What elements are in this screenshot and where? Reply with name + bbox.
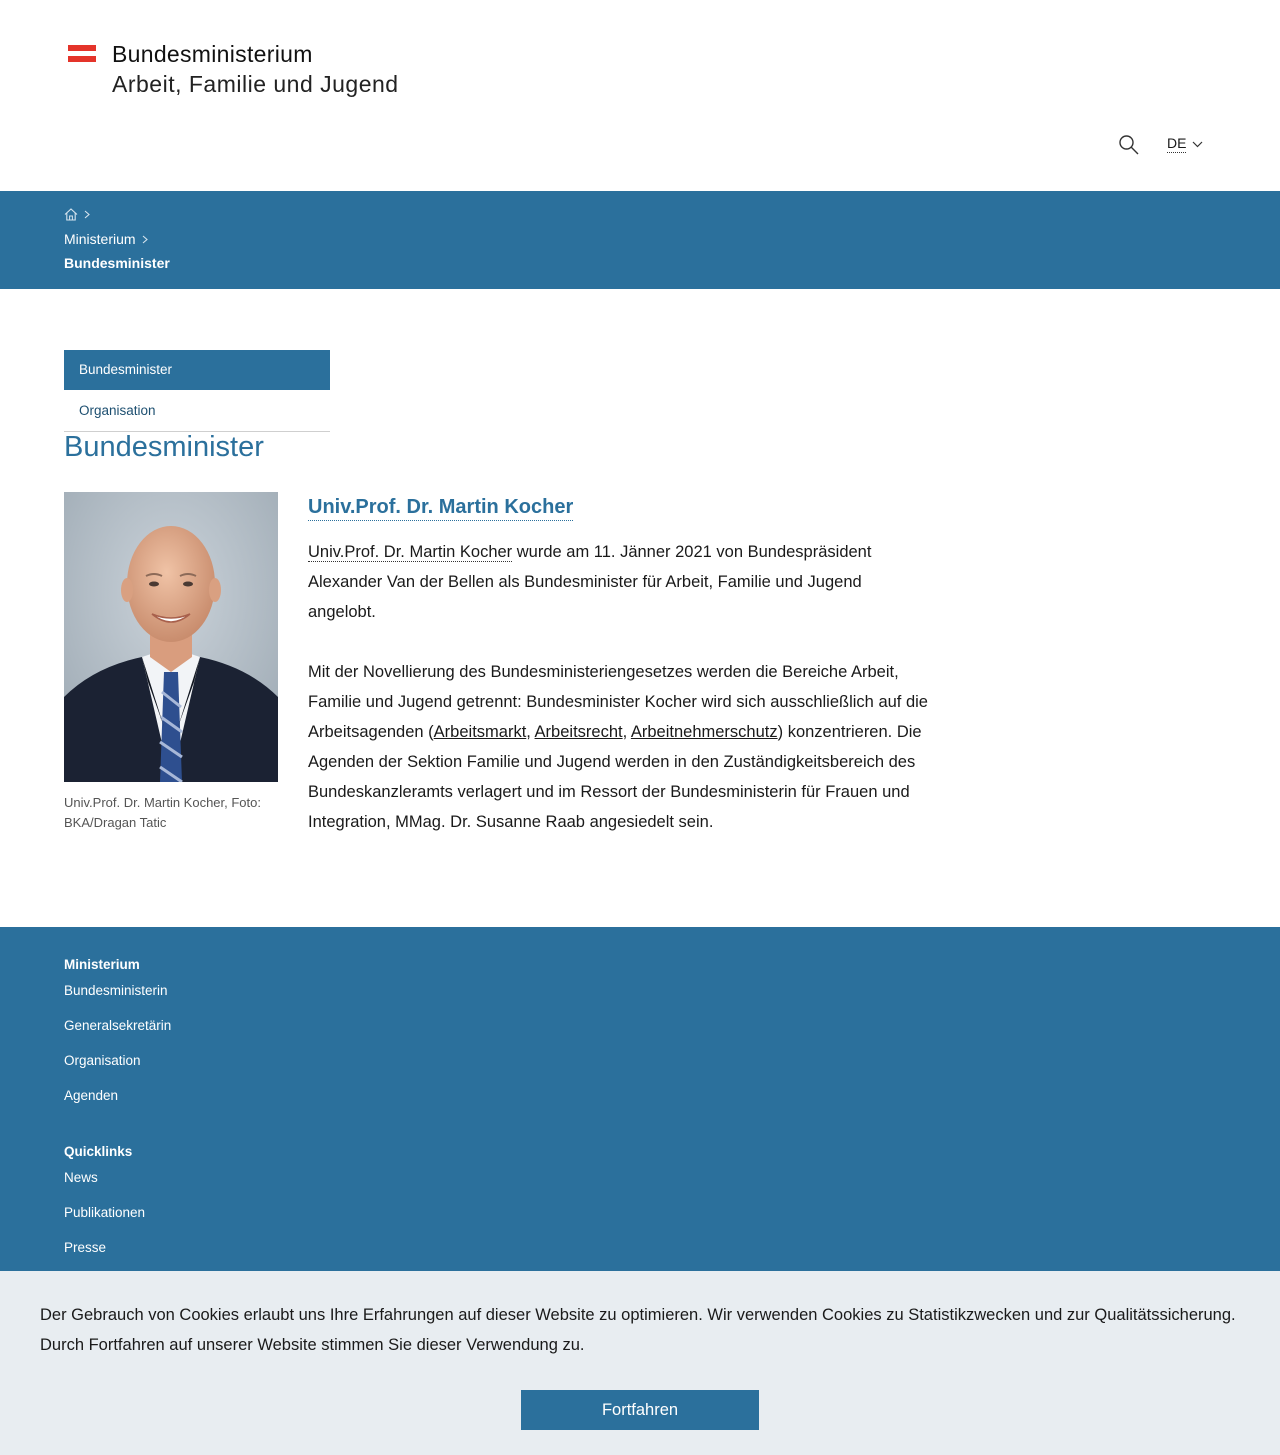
intro-paragraph <box>308 537 928 627</box>
language-code: DE <box>1167 135 1187 151</box>
comma-separator: , <box>622 723 631 741</box>
breadcrumb-current: Bundesminister <box>64 255 170 271</box>
portrait-caption: Univ.Prof. Dr. Martin Kocher, Foto: BKA/Dragan Tatic <box>64 795 261 830</box>
search-icon <box>1118 134 1140 156</box>
footer-heading-ministerium: Ministerium <box>64 957 140 972</box>
cookie-accept-button[interactable]: Fortfahren <box>521 1390 759 1430</box>
logo-title: Bundesministerium <box>112 41 313 67</box>
chevron-right-icon <box>84 210 90 219</box>
chevron-right-icon <box>142 235 148 244</box>
footer-link-news[interactable]: News <box>64 1170 98 1185</box>
minister-profile-link[interactable]: Univ.Prof. Dr. Martin Kocher <box>308 543 513 561</box>
footer-link-agenden[interactable]: Agenden <box>64 1088 119 1103</box>
footer-heading-quicklinks: Quicklinks <box>64 1144 133 1159</box>
subnav-item-organisation[interactable]: Organisation <box>64 391 330 432</box>
breadcrumb-item-ministerium[interactable]: Ministerium <box>64 231 136 247</box>
footer-link-bundesministerin[interactable]: Bundesministerin <box>64 983 168 998</box>
link-arbeitsmarkt[interactable]: Arbeitsmarkt <box>433 723 527 741</box>
footer-link-presse[interactable]: Presse <box>64 1240 107 1255</box>
body-text-end: ) konzentrieren. Die Agenden der Sektion Familie und Jugend werden in den Zuständigkeitsbereich des Bundeskanzleramts verlagert und im Ressort der Bundesministerin für Frauen und Integration, MMag. Dr. Susanne Raab angesiedelt sein. <box>308 723 922 831</box>
comma-separator: , <box>526 723 535 741</box>
search-button[interactable] <box>1118 134 1142 158</box>
home-icon[interactable] <box>64 208 78 221</box>
page-title: Bundesminister <box>64 431 264 463</box>
site-header <box>0 0 1280 191</box>
body-paragraph <box>308 657 928 837</box>
minister-portrait <box>64 492 278 782</box>
footer-link-organisation[interactable]: Organisation <box>64 1053 141 1068</box>
subnav-item-bundesminister[interactable]: Bundesminister <box>64 350 330 391</box>
ministry-logo[interactable] <box>68 43 399 96</box>
footer-link-publikationen[interactable]: Publikationen <box>64 1205 146 1220</box>
austrian-flag-icon <box>68 45 96 64</box>
breadcrumb <box>0 191 1280 289</box>
section-nav <box>64 350 330 432</box>
link-arbeitsrecht[interactable]: Arbeitsrecht <box>534 723 623 741</box>
intro-text: wurde am 11. Jänner 2021 von Bundespräsident Alexander Van der Bellen als Bundesminister für Arbeit, Familie und Jugend angelobt. <box>308 543 872 621</box>
body-text-start: Mit der Novellierung des Bundesministeriengesetzes werden die Bereiche Arbeit, Familie und Jugend getrennt: Bundesminister Kocher wird sich ausschließlich auf die Arbeitsagenden ( <box>308 663 928 741</box>
chevron-down-icon <box>1192 141 1203 148</box>
footer-link-generalsekretaerin[interactable]: Generalsekretärin <box>64 1018 172 1033</box>
logo-subtitle: Arbeit, Familie und Jugend <box>112 71 399 97</box>
minister-name-link[interactable]: Univ.Prof. Dr. Martin Kocher <box>308 494 573 521</box>
link-arbeitnehmerschutz[interactable]: Arbeitnehmerschutz <box>630 723 778 741</box>
language-selector[interactable] <box>1167 135 1203 153</box>
cookie-notice-text: Der Gebrauch von Cookies erlaubt uns Ihre Erfahrungen auf dieser Website zu optimieren. Wir verwenden Cookies zu Statistikzwecken und zur Qualitätssicherung. Durch Fortfahren auf unserer Website stimmen Sie dieser Verwendung zu. <box>40 1306 1236 1354</box>
cookie-banner <box>0 1271 1280 1455</box>
